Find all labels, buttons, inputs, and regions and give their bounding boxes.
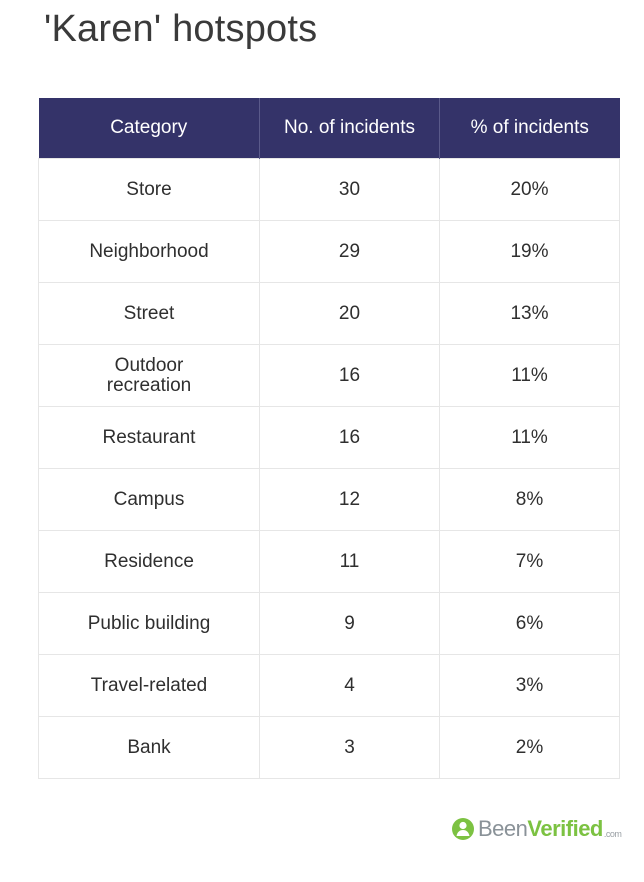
category-label: Outdoor recreation [106, 354, 192, 396]
cell-percent: 6% [440, 593, 620, 655]
cell-percent: 13% [440, 283, 620, 345]
category-label: Bank [127, 736, 171, 758]
cell-incidents: 4 [260, 655, 440, 717]
table-row [39, 469, 620, 531]
cell-incidents: 9 [260, 593, 440, 655]
category-label: Restaurant [102, 426, 196, 448]
cell-incidents: 16 [260, 345, 440, 407]
cell-incidents: 11 [260, 531, 440, 593]
cell-category [39, 593, 260, 655]
table-row [39, 283, 620, 345]
category-label: Public building [87, 612, 211, 634]
table-row [39, 159, 620, 221]
cell-percent: 19% [440, 221, 620, 283]
category-label: Neighborhood [89, 240, 209, 262]
cell-incidents: 16 [260, 407, 440, 469]
table-row [39, 531, 620, 593]
category-label: Street [123, 302, 175, 324]
table-row [39, 655, 620, 717]
cell-incidents: 29 [260, 221, 440, 283]
logo-text-dotcom: .com [603, 829, 622, 839]
column-header-percent: % of incidents [440, 98, 620, 159]
page-title: 'Karen' hotspots [44, 8, 318, 50]
table-row [39, 593, 620, 655]
header-row [39, 98, 620, 159]
cell-incidents: 20 [260, 283, 440, 345]
logo-text-been: Been [478, 816, 528, 841]
person-check-icon [451, 817, 475, 841]
table-row [39, 407, 620, 469]
table-body [39, 159, 620, 779]
hotspots-table [38, 98, 620, 779]
beenverified-logo [451, 816, 621, 842]
table-header [39, 98, 620, 159]
column-header-category: Category [39, 98, 260, 159]
category-label: Travel-related [90, 674, 208, 696]
cell-percent: 3% [440, 655, 620, 717]
cell-percent: 8% [440, 469, 620, 531]
cell-category [39, 469, 260, 531]
cell-incidents: 12 [260, 469, 440, 531]
cell-percent: 11% [440, 345, 620, 407]
cell-percent: 7% [440, 531, 620, 593]
category-label: Residence [104, 550, 194, 572]
category-label: Store [126, 178, 172, 200]
cell-category [39, 717, 260, 779]
category-label: Campus [113, 488, 185, 510]
cell-percent: 20% [440, 159, 620, 221]
cell-category [39, 345, 260, 407]
logo-text-verified: Verified [527, 816, 603, 841]
column-header-incidents: No. of incidents [260, 98, 440, 159]
cell-category [39, 159, 260, 221]
hotspots-table-container [38, 98, 619, 779]
cell-category [39, 283, 260, 345]
cell-percent: 11% [440, 407, 620, 469]
cell-category [39, 531, 260, 593]
table-row [39, 717, 620, 779]
cell-category [39, 221, 260, 283]
cell-incidents: 30 [260, 159, 440, 221]
cell-percent: 2% [440, 717, 620, 779]
cell-incidents: 3 [260, 717, 440, 779]
cell-category [39, 655, 260, 717]
table-row [39, 345, 620, 407]
table-row [39, 221, 620, 283]
cell-category [39, 407, 260, 469]
